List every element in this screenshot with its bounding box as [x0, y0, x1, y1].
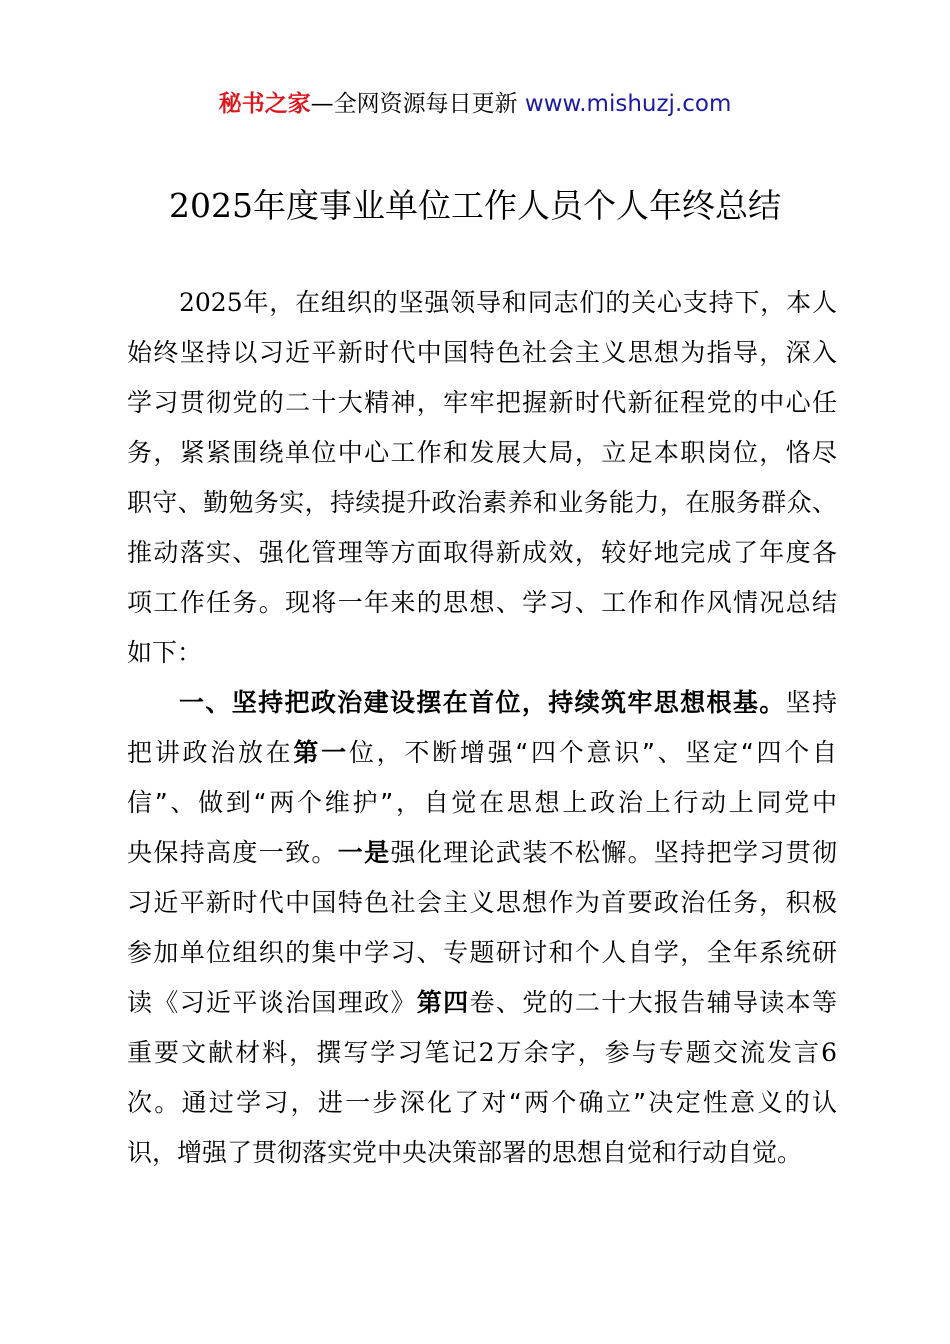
paragraph-2-line-10: 识，增强了贯彻落实党中央决策部署的思想自觉和行动自觉。 [127, 1138, 803, 1167]
paragraph-2-line-4-bold: 一是 [337, 838, 391, 867]
site-url-link[interactable]: www.mishuzj.com [524, 91, 732, 117]
paragraph-1-line-2: 始终坚持以习近平新时代中国特色社会主义思想为指导，深入 [127, 338, 837, 367]
paragraph-2-line-8-text-b: 万余字，参与专题交流发言 [494, 1038, 822, 1067]
paragraph-2-line-4-text-b: 强化理论武装不松懈。坚持把学习贯彻 [390, 838, 837, 867]
paragraph-1-line-7: 项工作任务。现将一年来的思想、学习、工作和作风情况总结 [127, 588, 837, 617]
paragraph-1-line-4: 务，紧紧围绕单位中心工作和发展大局，立足本职岗位，恪尽 [127, 438, 837, 467]
document-body [127, 278, 837, 1178]
paragraph-2-line-4-text-a: 央保持高度一致。 [127, 838, 338, 867]
paragraph-2-line-8-text-a: 重要文献材料，撰写学习笔记 [127, 1038, 479, 1067]
paragraph-2-line-8 [127, 1028, 837, 1078]
paragraph-2-line-4 [127, 828, 837, 878]
paragraph-2-line-1-text: 坚持 [785, 688, 837, 717]
paragraph-1-line-8: 如下： [127, 638, 203, 667]
paragraph-2-line-7-bold: 第四 [416, 988, 470, 1017]
paragraph-1-line-5: 职守、勤勉务实，持续提升政治素养和业务能力，在服务群众、 [127, 488, 837, 517]
title-text: 年度事业单位工作人员个人年终总结 [252, 186, 781, 225]
paragraph-2-line-7 [127, 978, 837, 1028]
header-tagline: —全网资源每日更新 [310, 91, 525, 117]
paragraph-1-line-1-text: 年，在组织的坚强领导和同志们的关心支持下，本人 [242, 288, 837, 317]
paragraph-1-year: 2025 [179, 288, 243, 317]
section-heading: 一、坚持把政治建设摆在首位，持续筑牢思想根基。 [179, 688, 786, 717]
paragraph-2-line-2-bold: 第一 [293, 738, 349, 767]
paragraph-2-line-2 [127, 728, 837, 778]
paragraph-2-line-8-num-2: 6 [821, 1038, 837, 1067]
title-year: 2025 [169, 186, 253, 225]
paragraph-1-line-6: 推动落实、强化管理等方面取得新成效，较好地完成了年度各 [127, 538, 837, 567]
paragraph-2-line-5: 习近平新时代中国特色社会主义思想作为首要政治任务，积极 [127, 888, 837, 917]
paragraph-2-line-8-num-1: 2 [478, 1038, 495, 1067]
paragraph-2-line-1 [127, 678, 837, 728]
paragraph-2-line-7-text-a: 读《习近平谈治国理政》 [127, 988, 417, 1017]
site-header [0, 84, 950, 124]
paragraph-2-line-6: 参加单位组织的集中学习、专题研讨和个人自学，全年系统研 [127, 938, 837, 967]
paragraph-2-line-7-text-b: 卷、党的二十大报告辅导读本等 [469, 988, 837, 1017]
paragraph-2-line-9: 次。通过学习，进一步深化了对“两个确立”决定性意义的认 [127, 1088, 837, 1117]
document-title [0, 180, 950, 232]
paragraph-2-line-2-text-b: 位，不断增强“四个意识”、坚定“四个自 [348, 738, 837, 767]
paragraph-1-line-1 [127, 278, 837, 328]
paragraph-2-line-3: 信”、做到“两个维护”，自觉在思想上政治上行动上同党中 [127, 788, 837, 817]
paragraph-2-line-2-text-a: 把讲政治放在 [127, 738, 294, 767]
brand-name: 秘书之家 [218, 91, 311, 117]
paragraph-1-line-3: 学习贯彻党的二十大精神，牢牢把握新时代新征程党的中心任 [127, 388, 837, 417]
